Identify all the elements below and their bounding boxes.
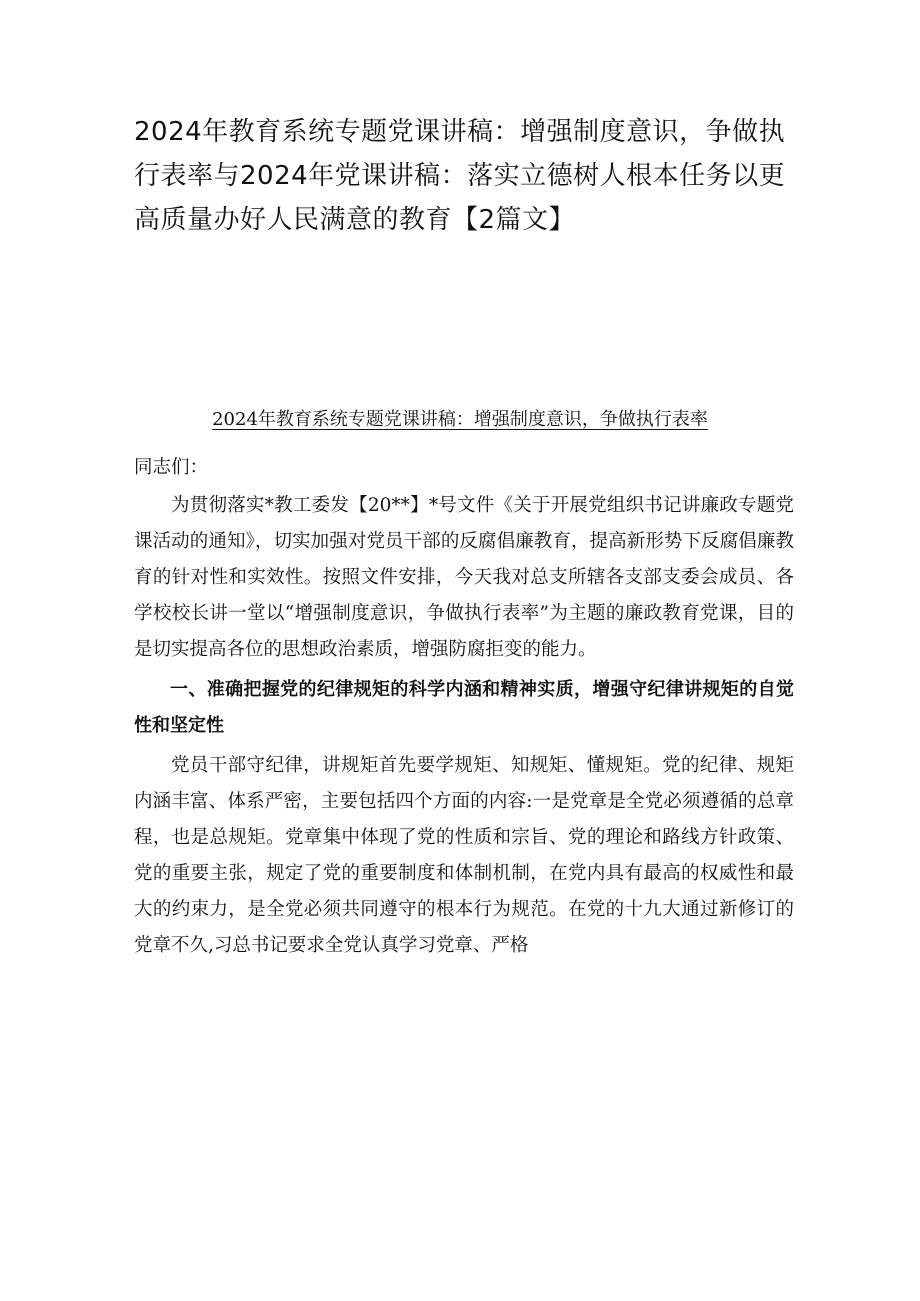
article-title: 2024年教育系统专题党课讲稿：增强制度意识，争做执行表率 [212, 409, 708, 430]
salutation: 同志们： [134, 457, 209, 478]
paragraph: 党员干部守纪律，讲规矩首先要学规矩、知规矩、懂规矩。党的纪律、规矩内涵丰富、体系严密，主要包括四个方面的内容:一是党章是全党必须遵循的总章程，也是总规矩。党章集中体现了党的性质和宗旨、党的理论和路线方针政策、党的重要主张，规定了党的重要制度和体制机制，在党内具有最高的权威性和最大的约束力，是全党必须共同遵守的根本行为规范。在党的十九大通过新修订的党章不久,习总书记要求全党认真学习党章、严格 [134, 755, 794, 956]
paragraph: 为贯彻落实*教工委发【20**】*号文件《关于开展党组织书记讲廉政专题党课活动的通知》，切实加强对党员干部的反腐倡廉教育，提高新形势下反腐倡廉教育的针对性和实效性。按照文件安排，今天我对总支所辖各支部支委会成员、各学校校长讲一堂以“增强制度意识，争做执行表率”为主题的廉政教育党课，目的是切实提高各位的思想政治素质，增强防腐拒变的能力。 [134, 495, 794, 660]
section-heading: 一、准确把握党的纪律规矩的科学内涵和精神实质，增强守纪律讲规矩的自觉性和坚定性 [134, 679, 794, 736]
document-body [134, 450, 794, 968]
document-title: 2024年教育系统专题党课讲稿：增强制度意识，争做执行表率与2024年党课讲稿：落实立德树人根本任务以更高质量办好人民满意的教育【2篇文】 [134, 117, 786, 235]
